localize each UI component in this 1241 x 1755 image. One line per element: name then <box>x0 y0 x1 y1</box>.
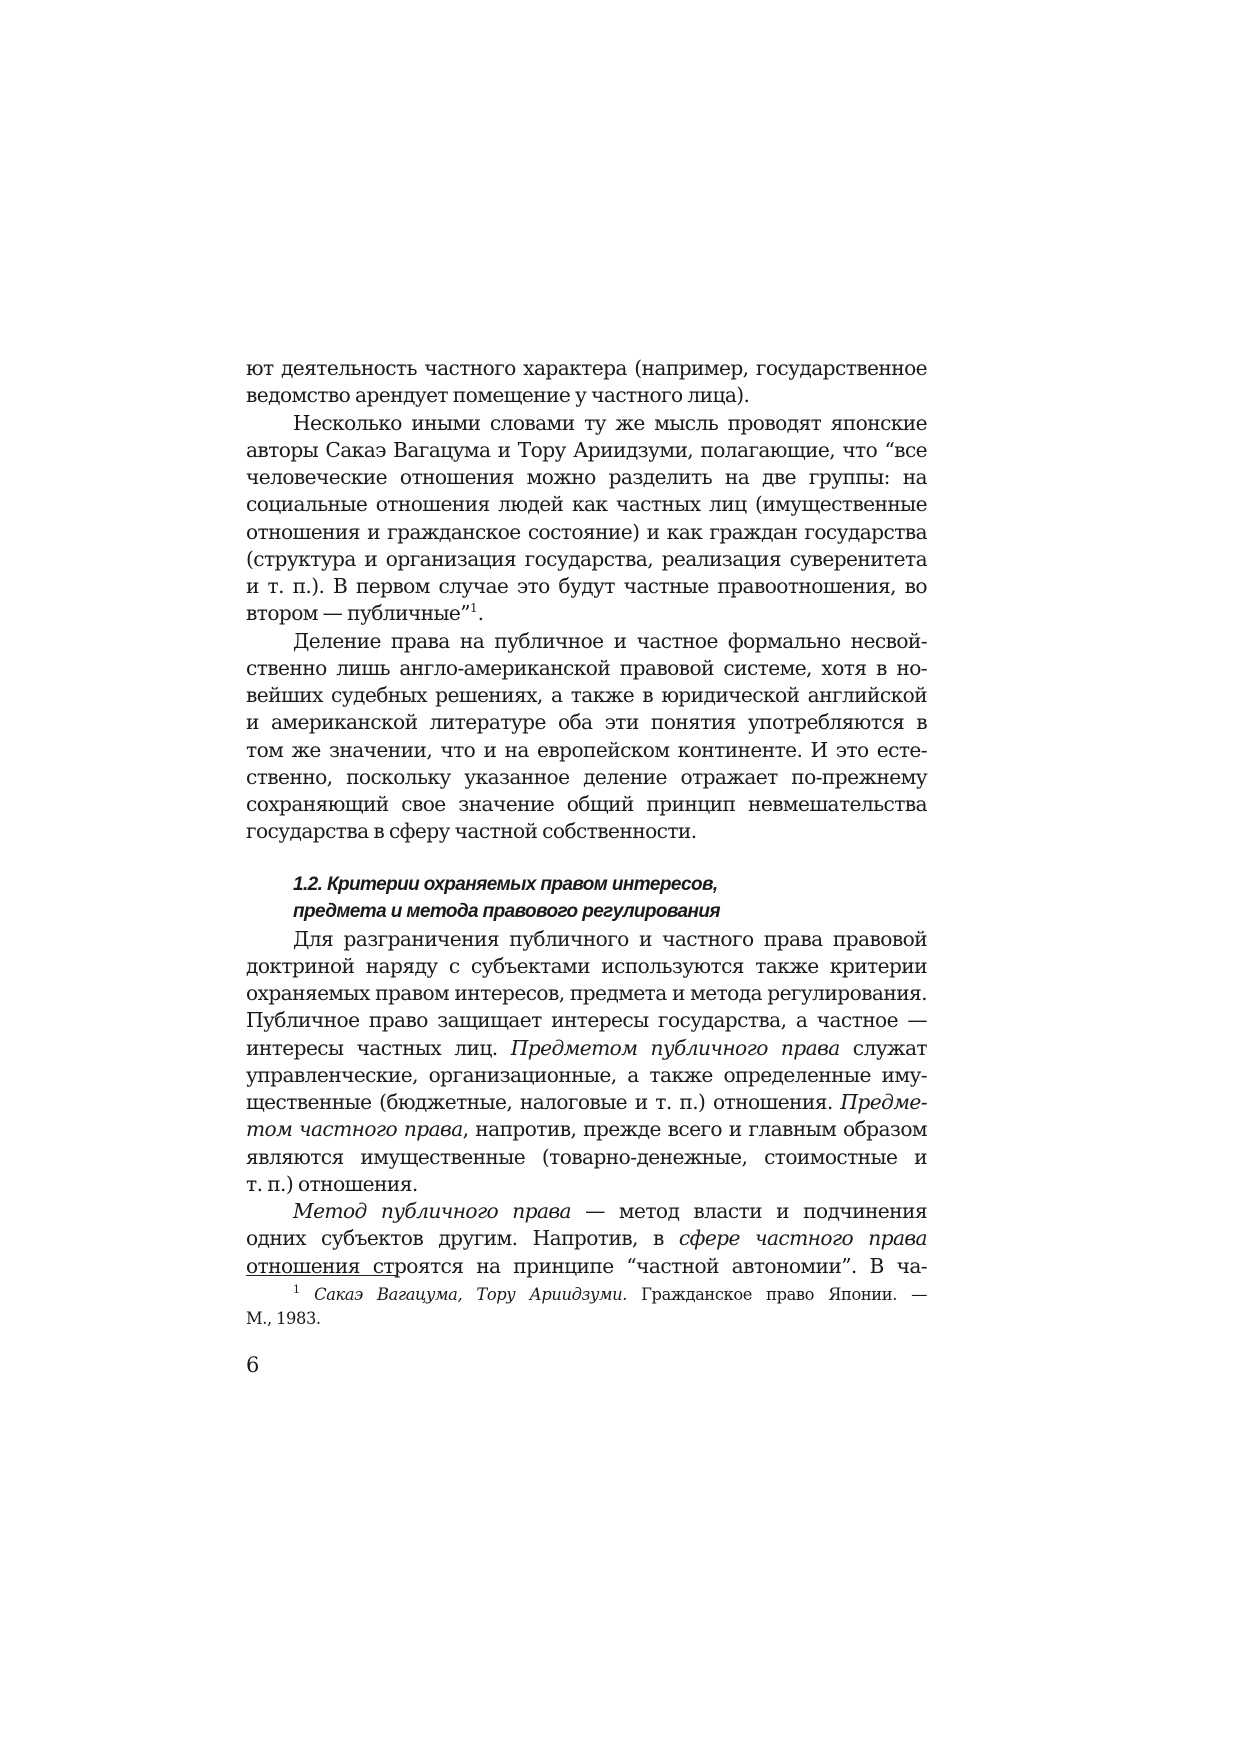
text-line: ют деятельность частного характера (например, государственное <box>246 356 927 380</box>
text-line: социальные отношения людей как частных лиц (имущественные <box>246 492 927 517</box>
text-line: (структура и организация государства, реализация суверенитета <box>246 546 927 571</box>
text-line: сохраняющий свое значение общий принцип невмешательства <box>246 792 927 816</box>
emphasis: Метод публичного права <box>293 1199 571 1223</box>
heading-line: предмета и метода правового регулирования <box>293 900 720 922</box>
paragraph-japanese-authors <box>246 410 927 628</box>
text-line <box>246 1035 927 1062</box>
text-line: авторы Сакаэ Вагацума и Тору Ариидзуми, полагающие, что “все <box>246 437 927 462</box>
text-line: вейших судебных решениях, а также в юридической английской <box>246 683 927 707</box>
text-segment: служат <box>839 1035 927 1060</box>
footnote-line: М., 1983. <box>246 1309 321 1328</box>
footnote-divider <box>246 1275 398 1276</box>
text-line: доктриной наряду с субъектами используются также критерии <box>246 953 927 978</box>
text-line: государства в сферу частной собственности. <box>246 819 697 844</box>
text-segment: — метод власти и подчинения <box>571 1199 928 1223</box>
text-segment: интересы частных лиц. <box>246 1035 511 1060</box>
heading-line: 1.2. Критерии охраняемых правом интересов, <box>293 873 718 895</box>
text-line <box>246 600 927 627</box>
text-line: являются имущественные (товарно-денежные, стоимостные и <box>246 1144 927 1169</box>
text-segment: одних субъектов другим. Напротив, в <box>246 1226 679 1251</box>
text-line: и т. п.). В первом случае это будут частные правоотношения, во <box>246 574 927 598</box>
text-line: ственно, поскольку указанное деление отражает по-прежнему <box>246 764 927 789</box>
paragraph-anglo-american <box>246 628 927 846</box>
text-line: Публичное право защищает интересы государства, а частное — <box>246 1008 927 1033</box>
text-segment: втором — публичные” <box>246 601 470 626</box>
text-line <box>246 1116 927 1143</box>
paragraph-criteria <box>246 926 927 1199</box>
section-heading <box>293 871 927 925</box>
text-line: и американской литературе оба эти понятия употребляются в <box>246 710 927 735</box>
text-line: т. п.) отношения. <box>246 1171 418 1196</box>
text-line: отношения и гражданское состояние) и как граждан государства <box>246 519 927 544</box>
text-line <box>246 1225 927 1252</box>
text-segment: , напротив, прежде всего и главным образом <box>462 1117 927 1142</box>
emphasis: том частного права <box>246 1117 463 1142</box>
paragraph-method <box>246 1198 927 1280</box>
text-line: управленческие, организационные, а также определенные иму- <box>246 1062 927 1087</box>
page-body <box>246 355 927 1280</box>
text-line: ственно лишь англо-американской правовой системе, хотя в но- <box>246 655 927 680</box>
text-segment: . <box>477 601 484 626</box>
text-segment: щественные (бюджетные, налоговые и т. п.) отношения. <box>246 1090 841 1114</box>
emphasis: сфере частного права <box>678 1226 927 1251</box>
text-line <box>246 1089 927 1116</box>
footnote-authors: Сакаэ Вагацума, Тору Ариидзуми. <box>314 1285 628 1304</box>
text-line: отношения строятся на принципе “частной автономии”. В ча- <box>246 1253 927 1278</box>
text-line: Для разграничения публичного и частного права правовой <box>293 926 927 951</box>
footnote-title: Гражданское право Японии. — <box>627 1285 928 1304</box>
text-line: ведомство арендует помещение у частного лица). <box>246 383 750 408</box>
emphasis: Предме- <box>840 1090 927 1114</box>
emphasis: Предметом публичного права <box>510 1035 840 1060</box>
footnote-mark: 1 <box>293 1283 300 1296</box>
paragraph-continuation <box>246 355 927 410</box>
page-number: 6 <box>246 1353 260 1377</box>
text-line: охраняемых правом интересов, предмета и метода регулирования. <box>246 981 927 1005</box>
text-line <box>246 1198 927 1225</box>
footnote <box>246 1283 927 1331</box>
footnote-line <box>246 1283 927 1307</box>
text-line: Деление права на публичное и частное формально несвой- <box>293 628 927 653</box>
text-line: человеческие отношения можно разделить на две группы: на <box>246 465 927 489</box>
footnote-reference[interactable]: 1 <box>470 601 478 616</box>
text-line: Несколько иными словами ту же мысль проводят японские <box>293 410 927 435</box>
text-line: том же значении, что и на европейском континенте. И это есте- <box>246 737 927 762</box>
